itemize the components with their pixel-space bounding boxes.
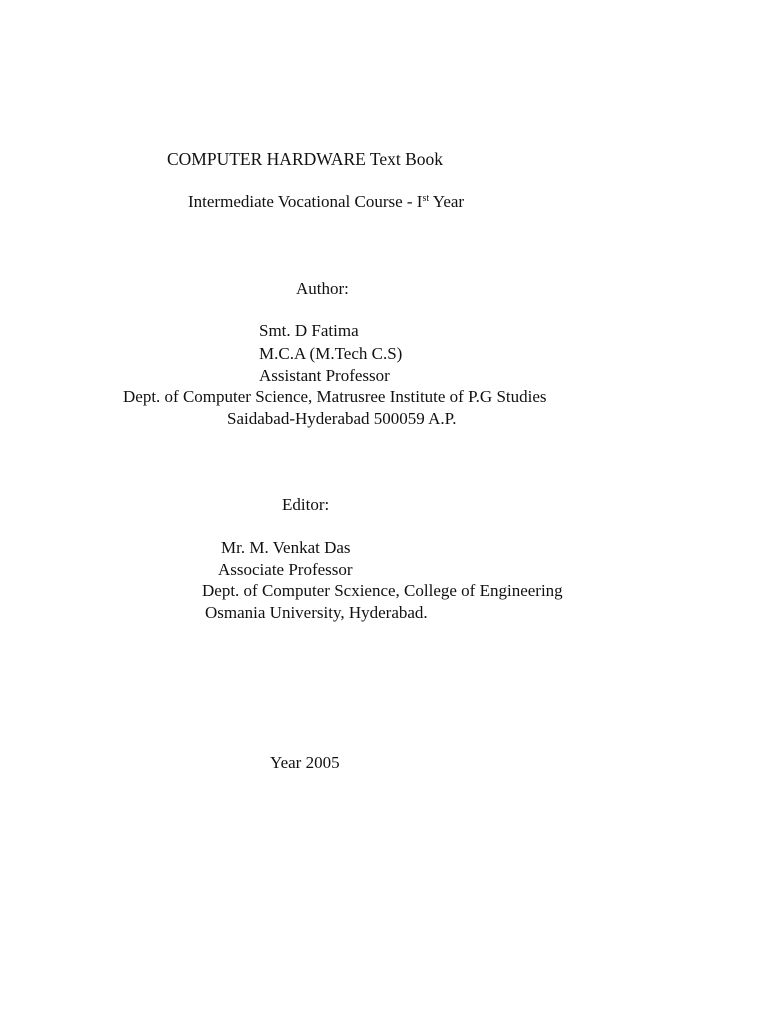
editor-name: Mr. M. Venkat Das bbox=[221, 538, 351, 557]
editor-role: Associate Professor bbox=[218, 560, 353, 579]
author-name: Smt. D Fatima bbox=[259, 321, 359, 340]
publication-year: Year 2005 bbox=[270, 753, 340, 772]
author-address: Saidabad-Hyderabad 500059 A.P. bbox=[227, 409, 457, 428]
author-role: Assistant Professor bbox=[259, 366, 390, 385]
author-department: Dept. of Computer Science, Matrusree Institute of P.G Studies bbox=[123, 387, 547, 406]
course-subtitle-superscript: st bbox=[422, 193, 430, 204]
author-label: Author: bbox=[296, 279, 349, 298]
course-subtitle-prefix: Intermediate Vocational Course - I bbox=[188, 192, 423, 211]
editor-label: Editor: bbox=[282, 495, 330, 514]
editor-department: Dept. of Computer Scxience, College of Engineering bbox=[202, 581, 563, 600]
author-qualification: M.C.A (M.Tech C.S) bbox=[259, 344, 403, 363]
course-subtitle-suffix: Year bbox=[429, 192, 465, 211]
book-title: COMPUTER HARDWARE Text Book bbox=[167, 149, 444, 169]
editor-university: Osmania University, Hyderabad. bbox=[205, 603, 428, 622]
course-subtitle bbox=[188, 191, 464, 213]
